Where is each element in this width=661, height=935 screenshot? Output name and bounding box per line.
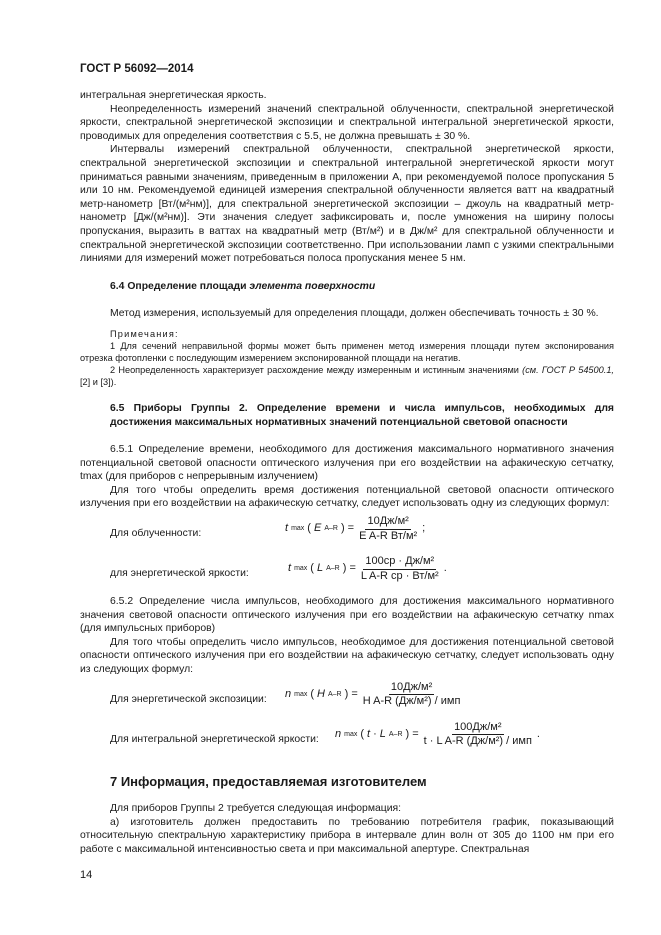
formula-4: n max ( t · L A–R ) = $\frac{\text{100Дж/м²}}{\text{t · L A-R (Дж/м²) / имп}}$ . [335, 720, 540, 748]
section-heading-6-5: 6.5 Приборы Группы 2. Определение времени и числа импульсов, необходимых для достижения максимальных нормативных значений потенциальной световой опасности [110, 402, 614, 428]
section-heading-7: 7 Информация, предоставляемая изготовителем [110, 773, 427, 789]
formula-label: для энергетической яркости: [110, 568, 249, 580]
formula-1: t max ( E A–R ) = $\frac{\text{10Дж/м²}}{\text{E A-R Вт/м²}}$ ; [285, 515, 426, 542]
paragraph: Для того чтобы определить число импульсов, необходимое для достижения потенциальной световой опасности оптического излучения при его воздействии на афакическую сетчатку, следует использовать одну из следующих формул: [80, 636, 614, 676]
paragraph: Для того чтобы определить время достижения потенциальной световой опасности оптического излучения при его воздействии на афакическую сетчатку, следует использовать одну из следующих формул: [80, 484, 614, 510]
paragraph: а) изготовитель должен предоставить по требованию потребителя график, показывающий относительную спектральную характеристику прибора в интервале длин волн от 305 до 1100 нм при его работе с максимальной интенсивностью света и при максимальной апертуре. Спектральная [80, 816, 614, 855]
note-item: 2 Неопределенность характеризует расхождение между измеренным и истинным значениями (см. ГОСТ Р 54500.1, [2] и [3]). [80, 364, 614, 387]
paragraph: Метод измерения, используемый для определения площади, должен обеспечивать точность ± 30 %. [110, 308, 599, 320]
paragraph: Неопределенность измерений значений спектральной облученности, спектральной энергетической яркости, спектральной энергетической экспозиции и спектральной интегральной энергетической яркости, проводимых для определения соответствия с 5.5, не должна превышать ± 30 %. [80, 103, 614, 142]
formula-3: n max ( H A–R ) = $\frac{\text{10Дж/м²}}{\text{H A-R (Дж/м²) / имп}}$ [285, 680, 461, 708]
formula-row [80, 515, 614, 555]
paragraph: 6.5.2 Определение числа импульсов, необходимого для достижения максимального нормативного значения световой опасности оптического излучения при его воздействии на афакическую сетчатку nmax (для импульсных приборов) [80, 596, 614, 635]
notes-block [80, 328, 614, 388]
document-header: ГОСТ Р 56092—2014 [80, 63, 194, 75]
paragraph: Для приборов Группы 2 требуется следующая информация: [110, 803, 402, 815]
paragraph: Интервалы измерений спектральной облученности, спектральной энергетической яркости, спектральной энергетической экспозиции и спектральной интегральной энергетической яркости могут приниматься равными значениям, приведенным в приложении А, при рекомендуемой полосе пропускания 5 или 10 нм. Рекомендуемой единицей измерения спектральной облученности является ватт на квадратный метр-нанометр [Вт/(м²нм)], для спектральной энергетической экспозиции – джоуль на квадратный метр-нанометр [Дж/(м²нм)]. Эти значения следует зафиксировать и, после умножения на ширину полосы пропускания, выразить в ваттах на квадратный метр (Вт/м²) и в Дж/м² для спектральной облученности и спектральной энергетической экспозиции соответственно. При использовании ламп с узкими спектральными линиями для измерений может потребоваться полоса пропускания менее 5 нм. [80, 144, 614, 265]
page-number: 14 [80, 869, 93, 881]
document-body [80, 89, 614, 857]
note-item: 1 Для сечений неправильной формы может быть применен метод измерения площади путем экспонирования отрезка фотопленки с последующим измерением экспонированной площади на негатив. [80, 340, 614, 363]
formula-2: t max ( L A–R ) = $\frac{\text{100ср · Дж/м²}}{\text{L A-R ср · Вт/м²}}$ . [288, 555, 447, 582]
formula-row [80, 555, 614, 595]
formula-label: Для облученности: [110, 528, 202, 540]
formula-label: Для энергетической экспозиции: [110, 693, 267, 705]
paragraph: 6.5.1 Определение времени, необходимого для достижения максимального нормативного значения потенциальной световой опасности оптического излучения при его воздействии на афакическую сетчатку, tmax (для приборов с непрерывным излучением) [80, 444, 614, 483]
formula-row [80, 721, 614, 761]
paragraph: интегральная энергетическая яркость. [80, 90, 267, 101]
notes-title: Примечания: [110, 328, 179, 339]
formula-label: Для интегральной энергетической яркости: [110, 733, 319, 745]
section-heading-6-4: 6.4 Определение площади элемента поверхности [110, 280, 376, 292]
formula-row [80, 681, 614, 721]
